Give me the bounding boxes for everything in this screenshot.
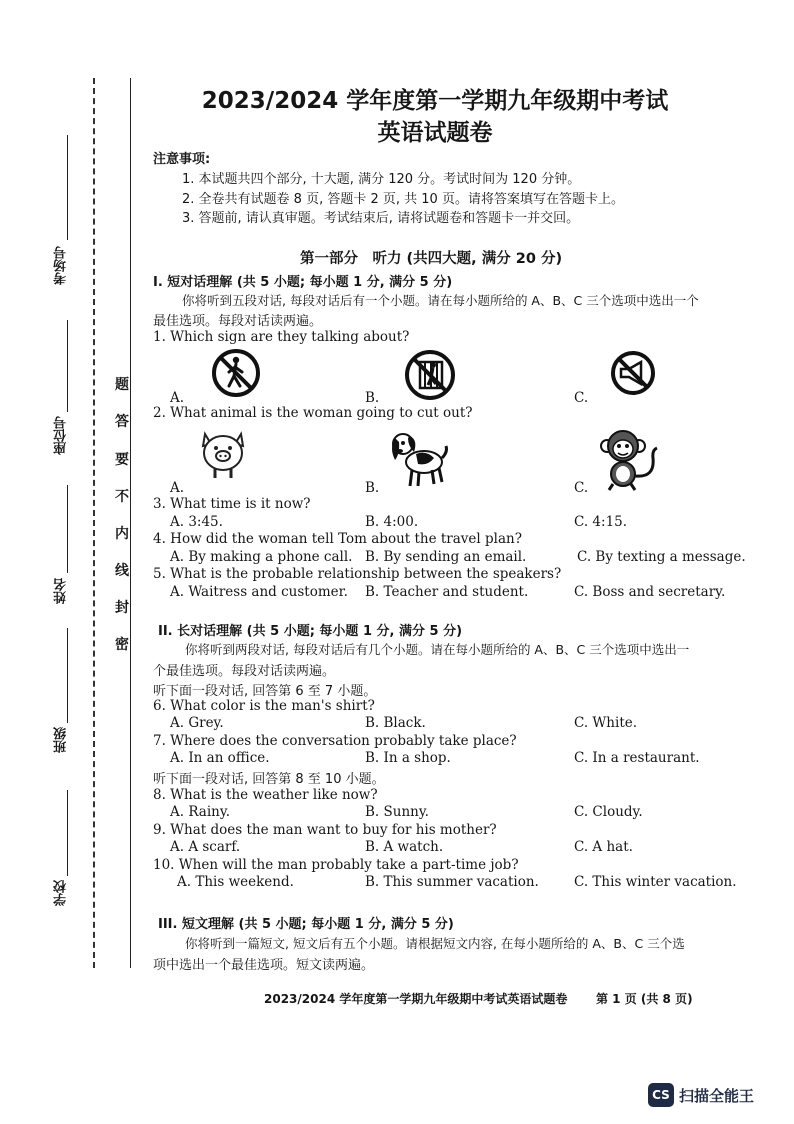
question-text: 1. Which sign are they talking about? bbox=[153, 329, 410, 345]
note-item: 2. 全卷共有试题卷 8 页, 答题卡 2 页, 共 10 页。请将答案填写在答题卡上。 bbox=[182, 192, 624, 207]
exam-title: 2023/2024 学年度第一学期九年级期中考试 bbox=[201, 88, 669, 114]
class-label: 班级 bbox=[54, 727, 69, 753]
part1-heading: 第一部分 听力 (共四大题, 满分 20 分) bbox=[300, 251, 563, 267]
section2-heading: II. 长对话理解 (共 5 小题; 每小题 1 分, 满分 5 分) bbox=[158, 624, 463, 639]
class-blank bbox=[67, 628, 68, 723]
section1-instruction: 最佳选项。每段对话读两遍。 bbox=[153, 314, 323, 329]
seal-char: 线 bbox=[115, 563, 129, 579]
question-text: 3. What time is it now? bbox=[153, 496, 311, 512]
option-a: A. bbox=[170, 480, 185, 496]
option-b: B. 4:00. bbox=[365, 514, 419, 530]
dialogue-group-intro: 听下面一段对话, 回答第 8 至 10 小题。 bbox=[153, 772, 385, 787]
note-item: 1. 本试题共四个部分, 十大题, 满分 120 分。考试时间为 120 分钟。 bbox=[182, 172, 581, 187]
seat-blank bbox=[67, 320, 68, 412]
seal-char: 内 bbox=[115, 526, 129, 542]
school-label: 学校 bbox=[54, 880, 69, 906]
option-b: B. bbox=[365, 480, 380, 496]
no-honking-sign-icon bbox=[607, 350, 659, 396]
section3-heading: III. 短文理解 (共 5 小题; 每小题 1 分, 满分 5 分) bbox=[158, 917, 454, 932]
seal-char: 答 bbox=[115, 414, 129, 430]
option-b: B. Sunny. bbox=[365, 804, 429, 820]
option-b: B. bbox=[365, 390, 380, 406]
question-text: 2. What animal is the woman going to cut out? bbox=[153, 405, 473, 421]
section3-instruction: 你将听到一篇短文, 短文后有五个小题。请根据短文内容, 在每小题所给的 A、B、C 三个选 bbox=[185, 936, 685, 951]
scanner-watermark bbox=[648, 1082, 754, 1108]
option-b: B. By sending an email. bbox=[365, 549, 527, 565]
name-label: 姓名 bbox=[54, 578, 69, 604]
scanner-app-name: 扫描全能王 bbox=[679, 1086, 755, 1105]
option-b: B. A watch. bbox=[365, 839, 444, 855]
exam-subtitle: 英语试题卷 bbox=[377, 120, 493, 146]
no-climbing-sign-icon bbox=[402, 349, 458, 401]
question-text: 8. What is the weather like now? bbox=[153, 787, 378, 803]
exam-room-label: 考场号 bbox=[54, 246, 69, 285]
question-text: 6. What color is the man's shirt? bbox=[153, 698, 375, 714]
section2-instruction: 你将听到两段对话, 每段对话后有几个小题。请在每小题所给的 A、B、C 三个选项中选出一 bbox=[185, 642, 690, 657]
option-b: B. This summer vacation. bbox=[365, 874, 539, 890]
option-c: C. Boss and secretary. bbox=[574, 584, 726, 600]
notes-heading: 注意事项: bbox=[153, 152, 211, 167]
option-a: A. Grey. bbox=[170, 715, 224, 731]
binding-dashed-line bbox=[93, 78, 95, 968]
question-text: 5. What is the probable relationship between the speakers? bbox=[153, 566, 562, 582]
seat-label: 座位号 bbox=[54, 416, 69, 455]
option-c: C. A hat. bbox=[574, 839, 633, 855]
option-c: C. Cloudy. bbox=[574, 804, 643, 820]
option-a: A. 3:45. bbox=[170, 514, 223, 530]
page-number: 第 1 页 (共 8 页) bbox=[596, 992, 693, 1006]
question-text: 10. When will the man probably take a part-time job? bbox=[153, 857, 519, 873]
option-c: C. This winter vacation. bbox=[574, 874, 737, 890]
option-a: A. This weekend. bbox=[177, 874, 294, 890]
section1-heading: I. 短对话理解 (共 5 小题; 每小题 1 分, 满分 5 分) bbox=[153, 275, 453, 290]
dog-icon bbox=[386, 426, 450, 490]
option-c: C. In a restaurant. bbox=[574, 750, 700, 766]
no-walking-sign-icon bbox=[209, 348, 263, 398]
question-text: 7. Where does the conversation probably take place? bbox=[153, 733, 517, 749]
section2-instruction: 个最佳选项。每段对话读两遍。 bbox=[153, 664, 336, 679]
option-b: B. Teacher and student. bbox=[365, 584, 529, 600]
option-a: A. In an office. bbox=[170, 750, 270, 766]
school-blank bbox=[67, 790, 68, 876]
seal-char: 密 bbox=[115, 637, 129, 653]
footer-title: 2023/2024 学年度第一学期九年级期中考试英语试题卷 bbox=[264, 992, 568, 1006]
option-c: C. bbox=[574, 480, 589, 496]
note-item: 3. 答题前, 请认真审题。考试结束后, 请将试题卷和答题卡一并交回。 bbox=[182, 211, 580, 226]
seal-char: 题 bbox=[115, 377, 129, 393]
option-a: A. By making a phone call. bbox=[170, 549, 353, 565]
exam-room-blank bbox=[67, 135, 68, 240]
question-text: 4. How did the woman tell Tom about the travel plan? bbox=[153, 531, 522, 547]
option-a: A. Waitress and customer. bbox=[170, 584, 348, 600]
option-a: A. Rainy. bbox=[170, 804, 230, 820]
name-blank bbox=[67, 485, 68, 573]
dialogue-group-intro: 听下面一段对话, 回答第 6 至 7 小题。 bbox=[153, 684, 377, 699]
pig-icon bbox=[193, 426, 253, 482]
section1-instruction: 你将听到五段对话, 每段对话后有一个小题。请在每小题所给的 A、B、C 三个选项中选出一个 bbox=[182, 293, 699, 308]
seal-char: 要 bbox=[115, 452, 129, 468]
question-text: 9. What does the man want to buy for his mother? bbox=[153, 822, 497, 838]
option-b: B. In a shop. bbox=[365, 750, 451, 766]
option-b: B. Black. bbox=[365, 715, 426, 731]
option-c: C. bbox=[574, 390, 589, 406]
option-c: C. By texting a message. bbox=[577, 549, 746, 565]
seal-char: 封 bbox=[115, 600, 129, 616]
option-a: A. A scarf. bbox=[170, 839, 241, 855]
section3-instruction: 项中选出一个最佳选项。短文读两遍。 bbox=[153, 958, 375, 973]
option-c: C. White. bbox=[574, 715, 638, 731]
option-c: C. 4:15. bbox=[574, 514, 628, 530]
monkey-icon bbox=[597, 426, 661, 492]
option-a: A. bbox=[170, 390, 185, 406]
seal-char: 不 bbox=[115, 489, 129, 505]
scanner-logo-icon: CS bbox=[648, 1083, 674, 1107]
